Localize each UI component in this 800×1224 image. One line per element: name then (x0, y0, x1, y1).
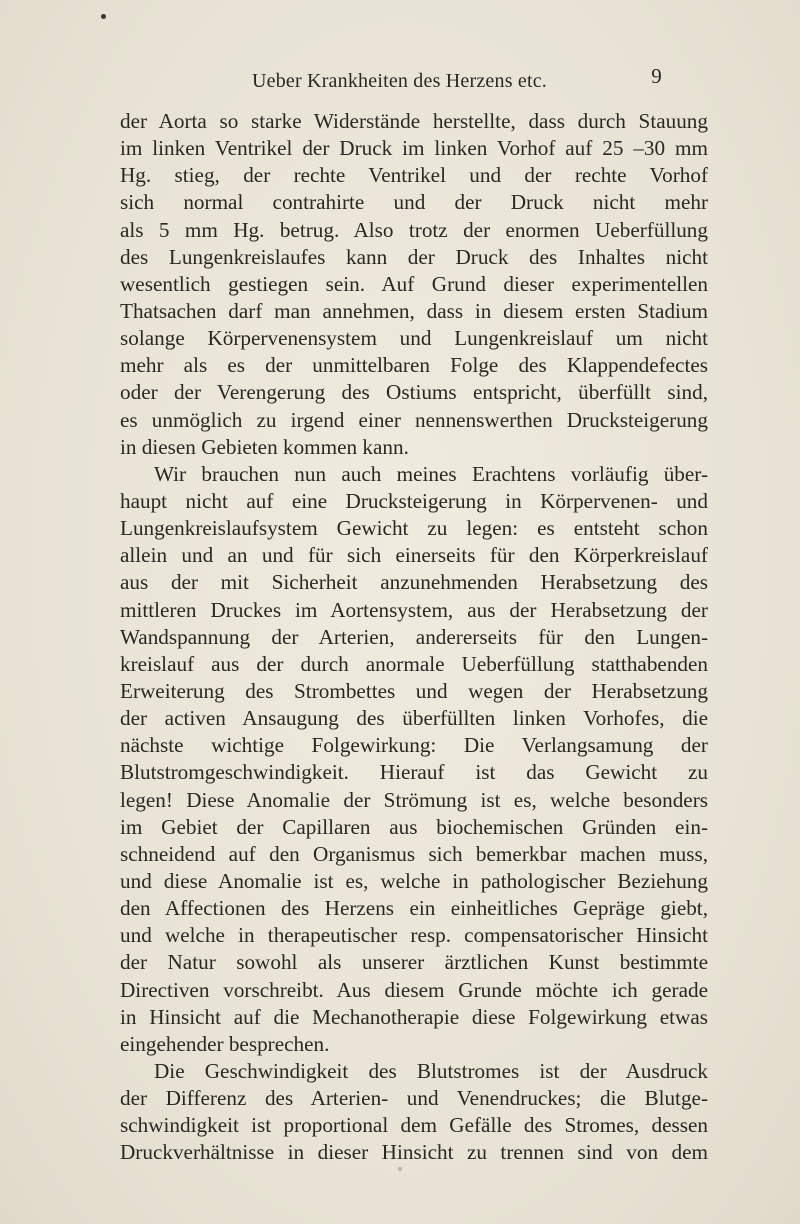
text-line: nächste wichtige Folgewirkung: Die Verlangsamung der (120, 733, 708, 758)
text-line: kreislauf aus der durch anormale Ueberfüllung statthabenden (120, 651, 708, 676)
text-line: Wandspannung der Arterien, andererseits für den Lungen- (120, 624, 708, 649)
text-line: der Aorta so starke Widerstände herstellte, dass durch Stauung (120, 109, 708, 133)
body-text (120, 108, 708, 1166)
text-line: als 5 mm Hg. betrug. Also trotz der enormen Ueberfüllung (120, 217, 708, 242)
text-line: im Gebiet der Capillaren aus biochemischen Gründen ein- (120, 814, 708, 839)
page-header (252, 64, 662, 98)
text-line: legen! Diese Anomalie der Strömung ist es, welche besonders (120, 787, 708, 812)
text-line: haupt nicht auf eine Drucksteigerung in Körpervenen- und (120, 488, 708, 513)
text-line: allein und an und für sich einerseits für den Körperkreislauf (120, 543, 708, 568)
text-line: Erweiterung des Strombettes und wegen der Herabsetzung (120, 678, 708, 703)
ink-speck (398, 1167, 402, 1171)
text-line: Blutstromgeschwindigkeit. Hierauf ist das Gewicht zu (120, 760, 708, 785)
text-line: in diesen Gebieten kommen kann. (120, 434, 409, 459)
running-title: Ueber Krankheiten des Herzens etc. (252, 70, 547, 92)
text-line: mittleren Druckes im Aortensystem, aus der Herabsetzung der (120, 597, 708, 622)
text-line: des Lungenkreislaufes kann der Druck des Inhaltes nicht (120, 244, 708, 269)
text-line: eingehender besprechen. (120, 1031, 330, 1056)
text-line: aus der mit Sicherheit anzunehmenden Herabsetzung des (120, 570, 708, 595)
text-line: der Differenz des Arterien- und Venendruckes; die Blutge- (120, 1086, 708, 1111)
text-line: sich normal contrahirte und der Druck nicht mehr (120, 190, 708, 215)
text-line: und welche in therapeutischer resp. compensatorischer Hinsicht (120, 923, 708, 948)
text-line: Lungenkreislaufsystem Gewicht zu legen: es entsteht schon (120, 516, 708, 541)
text-line: der Natur sowohl als unserer ärztlichen Kunst bestimmte (120, 950, 708, 975)
text-line: in Hinsicht auf die Mechanotherapie diese Folgewirkung etwas (120, 1004, 708, 1029)
page-number: 9 (651, 64, 662, 88)
text-line: und diese Anomalie ist es, welche in pathologischer Beziehung (120, 868, 708, 893)
text-line: Hg. stieg, der rechte Ventrikel und der rechte Vorhof (120, 163, 708, 188)
text-line: den Affectionen des Herzens ein einheitliches Gepräge giebt, (120, 896, 708, 921)
paragraph-start-line: Wir brauchen nun auch meines Erachtens vorläufig über- (154, 461, 708, 486)
ink-speck (101, 14, 106, 19)
text-line: Directiven vorschreibt. Aus diesem Grunde möchte ich gerade (120, 977, 708, 1002)
text-line: der activen Ansaugung des überfüllten linken Vorhofes, die (120, 706, 708, 731)
paragraph-start-line: Die Geschwindigkeit des Blutstromes ist der Ausdruck (154, 1058, 708, 1083)
text-line: im linken Ventrikel der Druck im linken Vorhof auf 25 –30 mm (120, 136, 708, 161)
text-line: schwindigkeit ist proportional dem Gefälle des Stromes, dessen (120, 1113, 708, 1138)
text-line: Druckverhältnisse in dieser Hinsicht zu trennen sind von dem (120, 1140, 708, 1165)
text-line: oder der Verengerung des Ostiums entspricht, überfüllt sind, (120, 380, 708, 405)
text-line: wesentlich gestiegen sein. Auf Grund dieser experimentellen (120, 271, 708, 296)
text-line: es unmöglich zu irgend einer nennenswerthen Drucksteigerung (120, 407, 708, 432)
text-line: schneidend auf den Organismus sich bemerkbar machen muss, (120, 841, 708, 866)
text-line: solange Körpervenensystem und Lungenkreislauf um nicht (120, 326, 708, 351)
text-line: mehr als es der unmittelbaren Folge des Klappendefectes (120, 353, 708, 378)
text-line: Thatsachen darf man annehmen, dass in diesem ersten Stadium (120, 298, 708, 323)
